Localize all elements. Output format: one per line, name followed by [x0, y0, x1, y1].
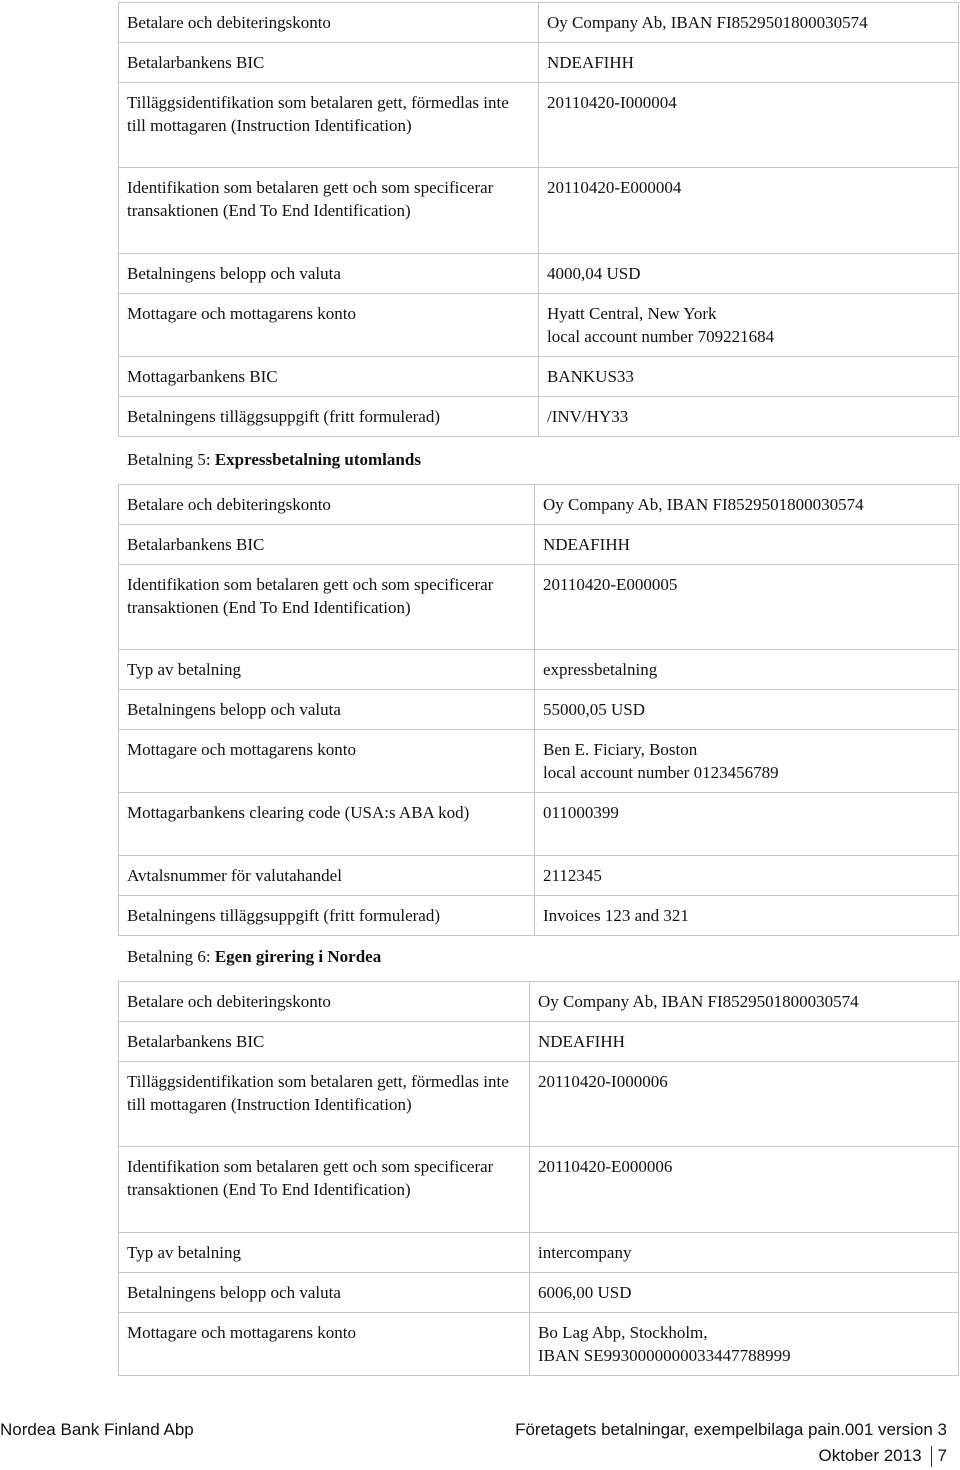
table-row — [119, 43, 959, 83]
footer-document-title: Företagets betalningar, exempelbilaga pain.001 version 3 — [515, 1420, 947, 1439]
field-value: 20110420-I000004 — [539, 83, 959, 168]
table-row — [119, 793, 959, 856]
field-label: Betalningens belopp och valuta — [119, 1273, 530, 1313]
footer-separator — [931, 1446, 932, 1467]
table3-body — [119, 982, 959, 1376]
field-value: 20110420-E000004 — [539, 168, 959, 254]
table-row — [119, 254, 959, 294]
field-value: intercompany — [530, 1233, 959, 1273]
field-value: /INV/HY33 — [539, 397, 959, 437]
table1-body — [119, 3, 959, 437]
table-row — [119, 168, 959, 254]
field-label: Typ av betalning — [119, 650, 535, 690]
field-value: Invoices 123 and 321 — [535, 896, 959, 936]
field-value: Oy Company Ab, IBAN FI8529501800030574 — [535, 485, 959, 525]
field-label: Tilläggsidentifikation som betalaren gett, förmedlas inte till mottagaren (Instruction Identification) — [119, 83, 539, 168]
field-label: Avtalsnummer för valutahandel — [119, 856, 535, 896]
field-value: 20110420-E000005 — [535, 565, 959, 650]
field-label: Mottagarbankens clearing code (USA:s ABA kod) — [119, 793, 535, 856]
section-title: Expressbetalning utomlands — [214, 450, 421, 469]
field-label: Betalningens tilläggsuppgift (fritt formulerad) — [119, 397, 539, 437]
section-heading-payment-5 — [127, 448, 421, 471]
field-value: Oy Company Ab, IBAN FI8529501800030574 — [539, 3, 959, 43]
field-value: NDEAFIHH — [535, 525, 959, 565]
field-value: BANKUS33 — [539, 357, 959, 397]
payment-5-table — [118, 484, 959, 936]
table-row — [119, 294, 959, 357]
table-row — [119, 1022, 959, 1062]
table-row — [119, 397, 959, 437]
table-row — [119, 856, 959, 896]
field-value: 6006,00 USD — [530, 1273, 959, 1313]
table2-body — [119, 485, 959, 936]
table-row — [119, 1062, 959, 1147]
field-label: Betalare och debiteringskonto — [119, 485, 535, 525]
table-row — [119, 485, 959, 525]
field-value: 55000,05 USD — [535, 690, 959, 730]
table-row — [119, 690, 959, 730]
field-value: 20110420-E000006 — [530, 1147, 959, 1233]
table-row — [119, 1273, 959, 1313]
field-value: Hyatt Central, New York local account number 709221684 — [539, 294, 959, 357]
footer-date: Oktober 2013 — [818, 1446, 922, 1465]
table-row — [119, 3, 959, 43]
field-value: 2112345 — [535, 856, 959, 896]
field-label: Betalningens belopp och valuta — [119, 690, 535, 730]
table-row — [119, 83, 959, 168]
payment-6-table — [118, 981, 959, 1376]
field-value: 20110420-I000006 — [530, 1062, 959, 1147]
payment-4-table — [118, 2, 959, 437]
field-label: Mottagare och mottagarens konto — [119, 294, 539, 357]
section-heading-payment-6 — [127, 945, 381, 968]
field-label: Betalarbankens BIC — [119, 1022, 530, 1062]
footer-bank-name: Nordea Bank Finland Abp — [0, 1420, 194, 1439]
field-label: Mottagare och mottagarens konto — [119, 730, 535, 793]
field-label: Mottagare och mottagarens konto — [119, 1313, 530, 1376]
field-label: Mottagarbankens BIC — [119, 357, 539, 397]
section-title: Egen girering i Nordea — [214, 947, 382, 966]
table-row — [119, 1233, 959, 1273]
table-row — [119, 896, 959, 936]
field-value: Ben E. Ficiary, Boston local account number 0123456789 — [535, 730, 959, 793]
field-value: 011000399 — [535, 793, 959, 856]
field-value: NDEAFIHH — [539, 43, 959, 83]
field-label: Betalarbankens BIC — [119, 43, 539, 83]
table-row — [119, 525, 959, 565]
field-value: Oy Company Ab, IBAN FI8529501800030574 — [530, 982, 959, 1022]
field-label: Identifikation som betalaren gett och som specificerar transaktionen (End To End Identification) — [119, 565, 535, 650]
table-row — [119, 1313, 959, 1376]
table-row — [119, 730, 959, 793]
field-value: 4000,04 USD — [539, 254, 959, 294]
table-row — [119, 1147, 959, 1233]
field-value: NDEAFIHH — [530, 1022, 959, 1062]
footer-page-number: 7 — [937, 1446, 947, 1465]
section-prefix: Betalning 6: — [127, 947, 215, 966]
field-label: Typ av betalning — [119, 1233, 530, 1273]
field-label: Betalningens tilläggsuppgift (fritt formulerad) — [119, 896, 535, 936]
field-value: expressbetalning — [535, 650, 959, 690]
section-prefix: Betalning 5: — [127, 450, 215, 469]
field-label: Identifikation som betalaren gett och som specificerar transaktionen (End To End Identification) — [119, 1147, 530, 1233]
field-value: Bo Lag Abp, Stockholm, IBAN SE9930000000033447788999 — [530, 1313, 959, 1376]
field-label: Betalarbankens BIC — [119, 525, 535, 565]
field-label: Betalare och debiteringskonto — [119, 3, 539, 43]
field-label: Tilläggsidentifikation som betalaren gett, förmedlas inte till mottagaren (Instruction Identification) — [119, 1062, 530, 1147]
field-label: Identifikation som betalaren gett och som specificerar transaktionen (End To End Identification) — [119, 168, 539, 254]
field-label: Betalningens belopp och valuta — [119, 254, 539, 294]
table-row — [119, 565, 959, 650]
table-row — [119, 357, 959, 397]
footer-page-info — [819, 1446, 947, 1467]
field-label: Betalare och debiteringskonto — [119, 982, 530, 1022]
table-row — [119, 650, 959, 690]
table-row — [119, 982, 959, 1022]
